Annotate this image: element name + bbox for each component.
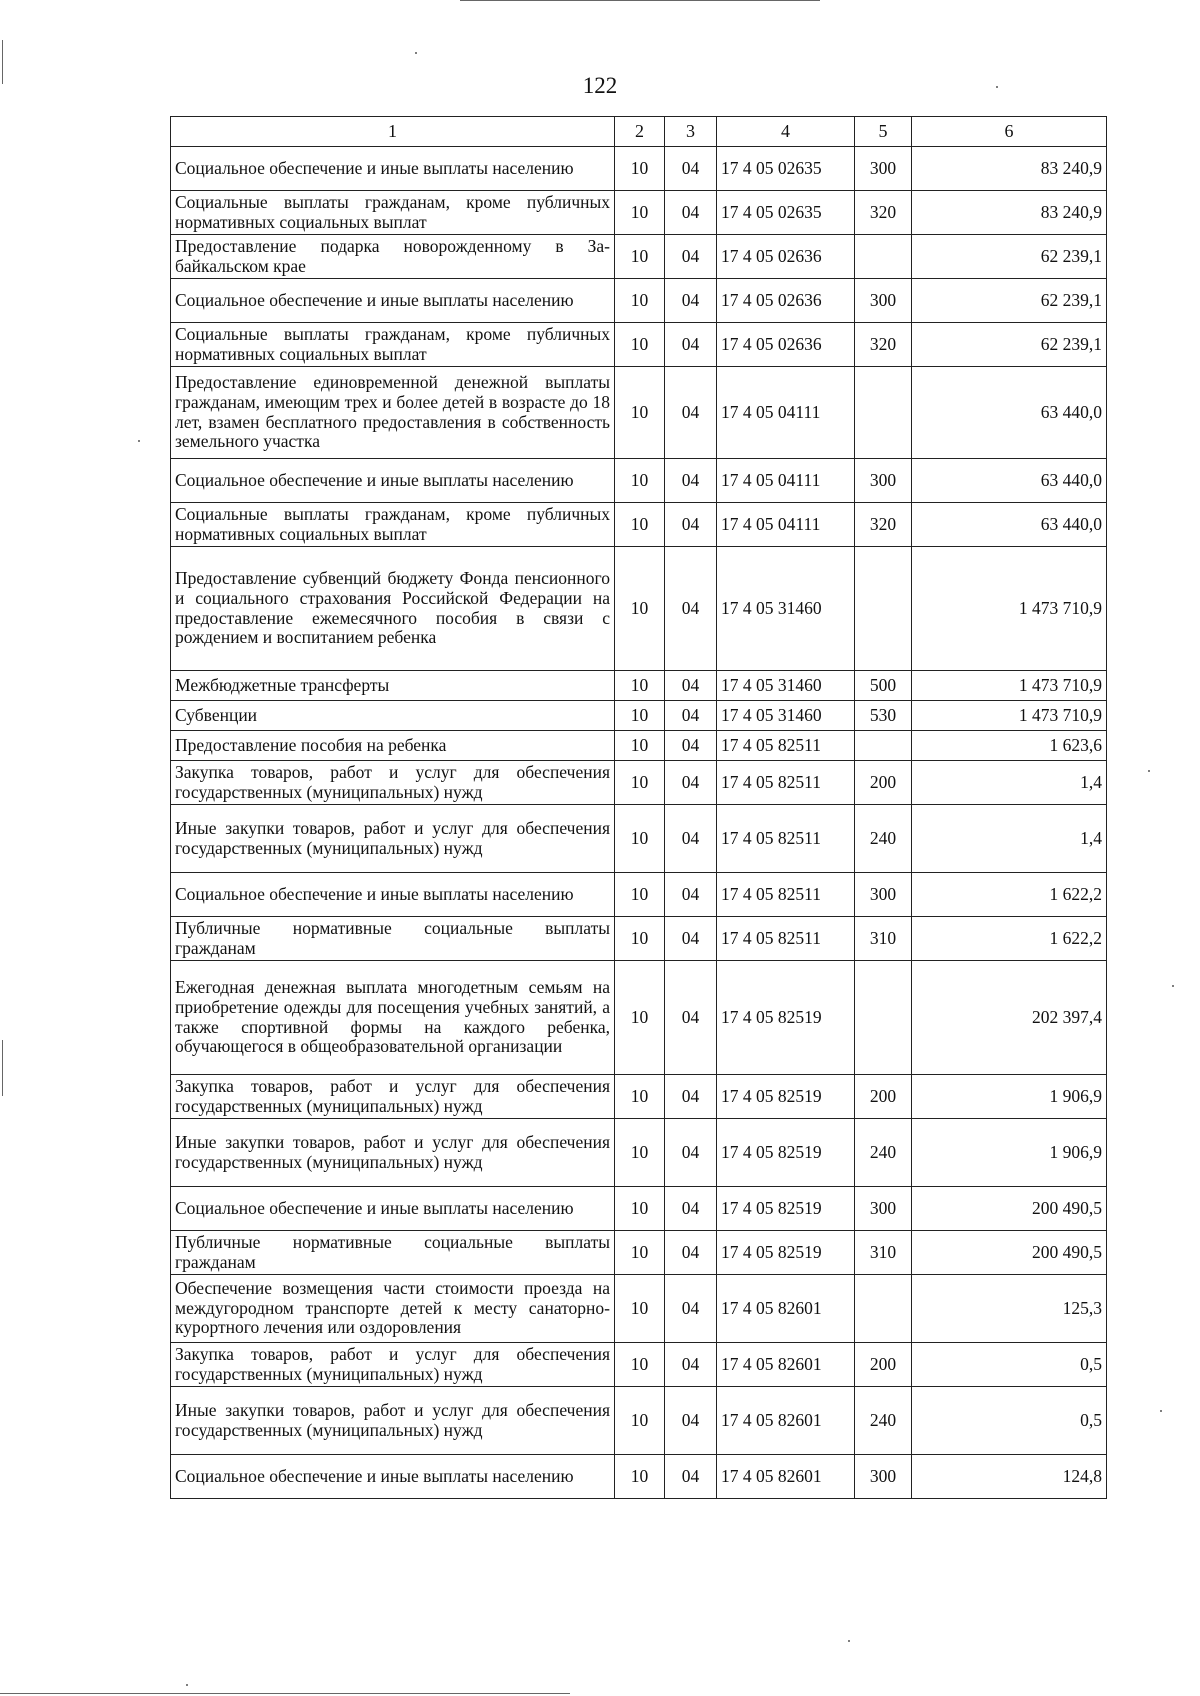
page-number: 122 — [582, 73, 618, 98]
row-target-code: 17 4 05 02635 — [717, 191, 855, 235]
row-expense-type: 530 — [855, 701, 912, 731]
row-name: Ежегодная денежная выплата многодетным семьям на приобретение одежды для посещения учебных занятий, а также спортивной формы на каждого ребенка, обучающегося в общеобразовательной организации — [171, 961, 615, 1075]
table-row — [171, 459, 1107, 503]
row-name: Закупка товаров, работ и услуг для обеспечения государственных (муниципальных) нужд — [171, 1343, 615, 1387]
row-amount: 62 239,1 — [912, 323, 1107, 367]
row-amount: 200 490,5 — [912, 1231, 1107, 1275]
row-section: 10 — [615, 1231, 665, 1275]
table-row — [171, 1187, 1107, 1231]
row-name: Социальное обеспечение и иные выплаты населению — [171, 459, 615, 503]
row-subsection: 04 — [665, 503, 717, 547]
row-amount: 1 473 710,9 — [912, 701, 1107, 731]
row-amount: 1,4 — [912, 761, 1107, 805]
row-target-code: 17 4 05 82519 — [717, 1119, 855, 1187]
row-section: 10 — [615, 701, 665, 731]
row-expense-type — [855, 1275, 912, 1343]
row-expense-type: 300 — [855, 1187, 912, 1231]
col-header-6: 6 — [912, 117, 1107, 147]
row-subsection: 04 — [665, 1455, 717, 1499]
row-subsection: 04 — [665, 701, 717, 731]
row-section: 10 — [615, 279, 665, 323]
row-target-code: 17 4 05 31460 — [717, 671, 855, 701]
row-subsection: 04 — [665, 1119, 717, 1187]
row-amount: 83 240,9 — [912, 147, 1107, 191]
row-section: 10 — [615, 367, 665, 459]
row-section: 10 — [615, 961, 665, 1075]
col-header-4: 4 — [717, 117, 855, 147]
table-row — [171, 1231, 1107, 1275]
row-name: Субвенции — [171, 701, 615, 731]
scan-speck — [1148, 770, 1150, 772]
row-expense-type — [855, 235, 912, 279]
row-expense-type — [855, 367, 912, 459]
row-subsection: 04 — [665, 547, 717, 671]
row-expense-type: 310 — [855, 917, 912, 961]
row-name: Обеспечение возмещения части стоимости проезда на междугородном транспорте детей к месту санаторно-курортного лечения или оздоровления — [171, 1275, 615, 1343]
row-section: 10 — [615, 1275, 665, 1343]
row-expense-type: 310 — [855, 1231, 912, 1275]
row-target-code: 17 4 05 02636 — [717, 323, 855, 367]
row-amount: 62 239,1 — [912, 279, 1107, 323]
row-subsection: 04 — [665, 873, 717, 917]
row-subsection: 04 — [665, 805, 717, 873]
row-expense-type — [855, 961, 912, 1075]
row-target-code: 17 4 05 04111 — [717, 503, 855, 547]
row-amount: 1 622,2 — [912, 917, 1107, 961]
scan-speck — [415, 52, 417, 54]
row-target-code: 17 4 05 82511 — [717, 917, 855, 961]
row-name: Социальные выплаты гражданам, кроме публичных нормативных социальных выплат — [171, 503, 615, 547]
table-header-row — [171, 117, 1107, 147]
row-amount: 62 239,1 — [912, 235, 1107, 279]
row-amount: 1,4 — [912, 805, 1107, 873]
table-row — [171, 917, 1107, 961]
row-expense-type: 500 — [855, 671, 912, 701]
row-name: Социальное обеспечение и иные выплаты населению — [171, 279, 615, 323]
row-section: 10 — [615, 805, 665, 873]
row-name: Социальное обеспечение и иные выплаты населению — [171, 1187, 615, 1231]
row-name: Социальные выплаты гражданам, кроме публичных нормативных социальных выплат — [171, 323, 615, 367]
row-expense-type: 300 — [855, 147, 912, 191]
row-section: 10 — [615, 1387, 665, 1455]
table-row — [171, 1275, 1107, 1343]
table-row — [171, 671, 1107, 701]
table-body — [171, 147, 1107, 1499]
row-section: 10 — [615, 323, 665, 367]
row-expense-type — [855, 547, 912, 671]
row-target-code: 17 4 05 82511 — [717, 805, 855, 873]
row-subsection: 04 — [665, 1231, 717, 1275]
table-row — [171, 1455, 1107, 1499]
row-target-code: 17 4 05 04111 — [717, 459, 855, 503]
row-target-code: 17 4 05 82601 — [717, 1387, 855, 1455]
row-amount: 1 623,6 — [912, 731, 1107, 761]
table-row — [171, 147, 1107, 191]
row-section: 10 — [615, 761, 665, 805]
scan-speck — [848, 1640, 850, 1642]
table-row — [171, 367, 1107, 459]
row-amount: 125,3 — [912, 1275, 1107, 1343]
table-row — [171, 731, 1107, 761]
table-row — [171, 761, 1107, 805]
row-expense-type: 240 — [855, 805, 912, 873]
scan-speck — [1172, 985, 1174, 987]
table-row — [171, 1075, 1107, 1119]
row-target-code: 17 4 05 82511 — [717, 731, 855, 761]
row-amount: 63 440,0 — [912, 367, 1107, 459]
row-section: 10 — [615, 1187, 665, 1231]
row-subsection: 04 — [665, 367, 717, 459]
row-amount: 0,5 — [912, 1343, 1107, 1387]
scan-artifact-top-line — [460, 0, 820, 1]
row-name: Иные закупки товаров, работ и услуг для обеспечения государственных (муниципальных) нужд — [171, 805, 615, 873]
row-subsection: 04 — [665, 1275, 717, 1343]
row-subsection: 04 — [665, 323, 717, 367]
scan-speck — [1160, 1410, 1162, 1412]
row-amount: 1 473 710,9 — [912, 547, 1107, 671]
row-section: 10 — [615, 1075, 665, 1119]
scan-speck — [186, 1684, 188, 1686]
row-section: 10 — [615, 1455, 665, 1499]
row-name: Закупка товаров, работ и услуг для обеспечения государственных (муниципальных) нужд — [171, 1075, 615, 1119]
scan-speck — [138, 440, 140, 442]
row-amount: 1 473 710,9 — [912, 671, 1107, 701]
row-target-code: 17 4 05 82601 — [717, 1455, 855, 1499]
row-amount: 1 906,9 — [912, 1119, 1107, 1187]
row-section: 10 — [615, 731, 665, 761]
row-name: Иные закупки товаров, работ и услуг для обеспечения государственных (муниципальных) нужд — [171, 1387, 615, 1455]
table-row — [171, 701, 1107, 731]
row-subsection: 04 — [665, 761, 717, 805]
row-expense-type: 240 — [855, 1119, 912, 1187]
table-row — [171, 961, 1107, 1075]
row-section: 10 — [615, 671, 665, 701]
row-subsection: 04 — [665, 917, 717, 961]
budget-table — [170, 116, 1107, 1499]
row-expense-type — [855, 731, 912, 761]
table-row — [171, 805, 1107, 873]
row-section: 10 — [615, 917, 665, 961]
table-row — [171, 235, 1107, 279]
table-row — [171, 279, 1107, 323]
row-subsection: 04 — [665, 1075, 717, 1119]
row-expense-type: 300 — [855, 459, 912, 503]
table-row — [171, 873, 1107, 917]
row-subsection: 04 — [665, 459, 717, 503]
row-amount: 63 440,0 — [912, 459, 1107, 503]
row-name: Предоставление пособия на ребенка — [171, 731, 615, 761]
row-subsection: 04 — [665, 191, 717, 235]
row-section: 10 — [615, 547, 665, 671]
row-target-code: 17 4 05 02636 — [717, 279, 855, 323]
row-target-code: 17 4 05 02636 — [717, 235, 855, 279]
row-amount: 0,5 — [912, 1387, 1107, 1455]
row-name: Социальные выплаты гражданам, кроме публичных нормативных социальных выплат — [171, 191, 615, 235]
col-header-3: 3 — [665, 117, 717, 147]
table-row — [171, 547, 1107, 671]
row-section: 10 — [615, 191, 665, 235]
row-name: Социальное обеспечение и иные выплаты населению — [171, 873, 615, 917]
row-name: Предоставление субвенций бюджету Фонда пенсионного и социального страхования Российской Федерации на предоставление ежемесячного пособия в связи с рождением и воспитанием ребенка — [171, 547, 615, 671]
row-name: Предоставление подарка новорожденному в Забайкальском крае — [171, 235, 615, 279]
row-subsection: 04 — [665, 1187, 717, 1231]
row-name: Иные закупки товаров, работ и услуг для обеспечения государственных (муниципальных) нужд — [171, 1119, 615, 1187]
row-expense-type: 200 — [855, 1075, 912, 1119]
row-target-code: 17 4 05 82519 — [717, 961, 855, 1075]
col-header-2: 2 — [615, 117, 665, 147]
row-name: Закупка товаров, работ и услуг для обеспечения государственных (муниципальных) нужд — [171, 761, 615, 805]
table-row — [171, 503, 1107, 547]
row-expense-type: 320 — [855, 323, 912, 367]
row-subsection: 04 — [665, 731, 717, 761]
row-target-code: 17 4 05 82511 — [717, 761, 855, 805]
row-expense-type: 320 — [855, 503, 912, 547]
row-expense-type: 300 — [855, 1455, 912, 1499]
scan-artifact-bottom-line — [0, 1693, 570, 1694]
row-section: 10 — [615, 235, 665, 279]
row-section: 10 — [615, 503, 665, 547]
row-subsection: 04 — [665, 235, 717, 279]
row-name: Предоставление единовременной денежной выплаты гражданам, имеющим трех и более детей в возрасте до 18 лет, взамен бесплатного предоставления в собственность земельного участка — [171, 367, 615, 459]
row-amount: 1 622,2 — [912, 873, 1107, 917]
row-amount: 200 490,5 — [912, 1187, 1107, 1231]
row-target-code: 17 4 05 82511 — [717, 873, 855, 917]
table-row — [171, 1343, 1107, 1387]
row-expense-type: 320 — [855, 191, 912, 235]
scan-artifact-left-mark — [2, 1040, 3, 1096]
row-subsection: 04 — [665, 279, 717, 323]
row-subsection: 04 — [665, 671, 717, 701]
row-amount: 202 397,4 — [912, 961, 1107, 1075]
row-amount: 63 440,0 — [912, 503, 1107, 547]
row-section: 10 — [615, 147, 665, 191]
row-name: Публичные нормативные социальные выплаты гражданам — [171, 917, 615, 961]
col-header-1: 1 — [171, 117, 615, 147]
col-header-5: 5 — [855, 117, 912, 147]
row-name: Межбюджетные трансферты — [171, 671, 615, 701]
row-expense-type: 240 — [855, 1387, 912, 1455]
row-target-code: 17 4 05 31460 — [717, 547, 855, 671]
row-amount: 1 906,9 — [912, 1075, 1107, 1119]
table-row — [171, 191, 1107, 235]
row-target-code: 17 4 05 82519 — [717, 1075, 855, 1119]
row-expense-type: 300 — [855, 873, 912, 917]
row-subsection: 04 — [665, 1387, 717, 1455]
row-subsection: 04 — [665, 1343, 717, 1387]
row-target-code: 17 4 05 02635 — [717, 147, 855, 191]
row-target-code: 17 4 05 82601 — [717, 1343, 855, 1387]
row-subsection: 04 — [665, 961, 717, 1075]
row-expense-type: 200 — [855, 1343, 912, 1387]
row-target-code: 17 4 05 82519 — [717, 1187, 855, 1231]
row-section: 10 — [615, 1343, 665, 1387]
table-row — [171, 1387, 1107, 1455]
row-target-code: 17 4 05 82601 — [717, 1275, 855, 1343]
row-section: 10 — [615, 459, 665, 503]
row-section: 10 — [615, 873, 665, 917]
row-target-code: 17 4 05 04111 — [717, 367, 855, 459]
row-expense-type: 300 — [855, 279, 912, 323]
row-expense-type: 200 — [855, 761, 912, 805]
row-target-code: 17 4 05 31460 — [717, 701, 855, 731]
table-row — [171, 323, 1107, 367]
row-amount: 83 240,9 — [912, 191, 1107, 235]
row-name: Социальное обеспечение и иные выплаты населению — [171, 147, 615, 191]
row-amount: 124,8 — [912, 1455, 1107, 1499]
row-subsection: 04 — [665, 147, 717, 191]
table-row — [171, 1119, 1107, 1187]
row-name: Социальное обеспечение и иные выплаты населению — [171, 1455, 615, 1499]
row-name: Публичные нормативные социальные выплаты гражданам — [171, 1231, 615, 1275]
row-section: 10 — [615, 1119, 665, 1187]
row-target-code: 17 4 05 82519 — [717, 1231, 855, 1275]
